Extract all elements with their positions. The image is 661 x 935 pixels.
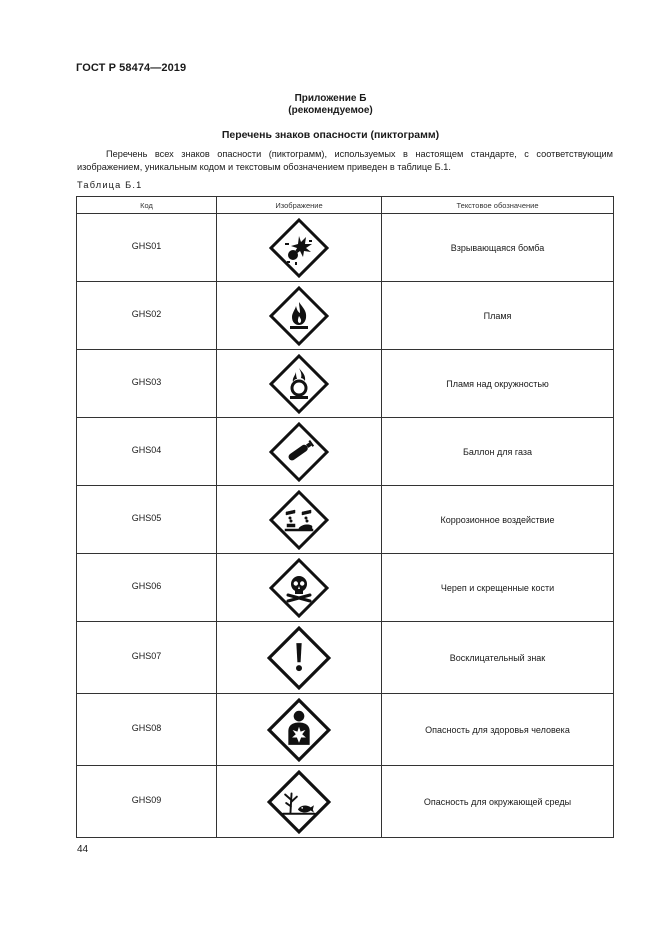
intro-paragraph: [77, 148, 613, 173]
row-image: [217, 418, 382, 486]
exclamation-mark-icon: [267, 626, 331, 690]
table-header-row: [77, 197, 614, 214]
row-label: Баллон для газа: [382, 418, 614, 486]
table-row: [77, 282, 614, 350]
row-label: Опасность для здоровья человека: [382, 694, 614, 766]
row-label: Взрывающаяся бомба: [382, 214, 614, 282]
row-image: [217, 282, 382, 350]
flame-over-circle-icon: [269, 354, 329, 414]
table-row: [77, 622, 614, 694]
table-row: [77, 694, 614, 766]
ghs-table: [76, 196, 614, 838]
row-image: [217, 486, 382, 554]
row-image: [217, 554, 382, 622]
row-image: [217, 766, 382, 838]
table-row: [77, 350, 614, 418]
row-code: GHS01: [77, 214, 217, 282]
table-caption: Таблица Б.1: [77, 180, 143, 190]
page-number: 44: [77, 844, 89, 855]
gas-cylinder-icon: [269, 422, 329, 482]
health-hazard-icon: [267, 698, 331, 762]
exploding-bomb-icon: [269, 218, 329, 278]
appendix-heading: [0, 93, 661, 117]
skull-crossbones-icon: [269, 558, 329, 618]
row-image: [217, 694, 382, 766]
row-label: Восклицательный знак: [382, 622, 614, 694]
table-row: [77, 554, 614, 622]
row-code: GHS07: [77, 622, 217, 694]
column-header-code: Код: [77, 197, 217, 214]
row-label: Череп и скрещенные кости: [382, 554, 614, 622]
row-image: [217, 214, 382, 282]
intro-text: Перечень всех знаков опасности (пиктограмм), используемых в настоящем стандарте, с соответствующим изображением, уникальным кодом и текстовым обозначением приведен в таблице Б.1.: [77, 149, 613, 172]
appendix-subtitle: (рекомендуемое): [288, 105, 373, 116]
row-label: Опасность для окружающей среды: [382, 766, 614, 838]
table-row: [77, 486, 614, 554]
row-image: [217, 350, 382, 418]
row-code: GHS09: [77, 766, 217, 838]
row-image: [217, 622, 382, 694]
row-code: GHS06: [77, 554, 217, 622]
corrosion-icon: [269, 490, 329, 550]
column-header-image: Изображение: [217, 197, 382, 214]
row-code: GHS04: [77, 418, 217, 486]
row-label: Пламя: [382, 282, 614, 350]
row-code: GHS08: [77, 694, 217, 766]
document-id: ГОСТ Р 58474—2019: [76, 62, 187, 74]
row-label: Пламя над окружностью: [382, 350, 614, 418]
row-label: Коррозионное воздействие: [382, 486, 614, 554]
environment-icon: [267, 770, 331, 834]
row-code: GHS02: [77, 282, 217, 350]
appendix-title: Приложение Б: [294, 93, 367, 104]
table-row: [77, 418, 614, 486]
flame-icon: [269, 286, 329, 346]
row-code: GHS05: [77, 486, 217, 554]
column-header-text: Текстовое обозначение: [382, 197, 614, 214]
section-title: Перечень знаков опасности (пиктограмм): [221, 129, 440, 141]
row-code: GHS03: [77, 350, 217, 418]
table-row: [77, 766, 614, 838]
table-row: [77, 214, 614, 282]
